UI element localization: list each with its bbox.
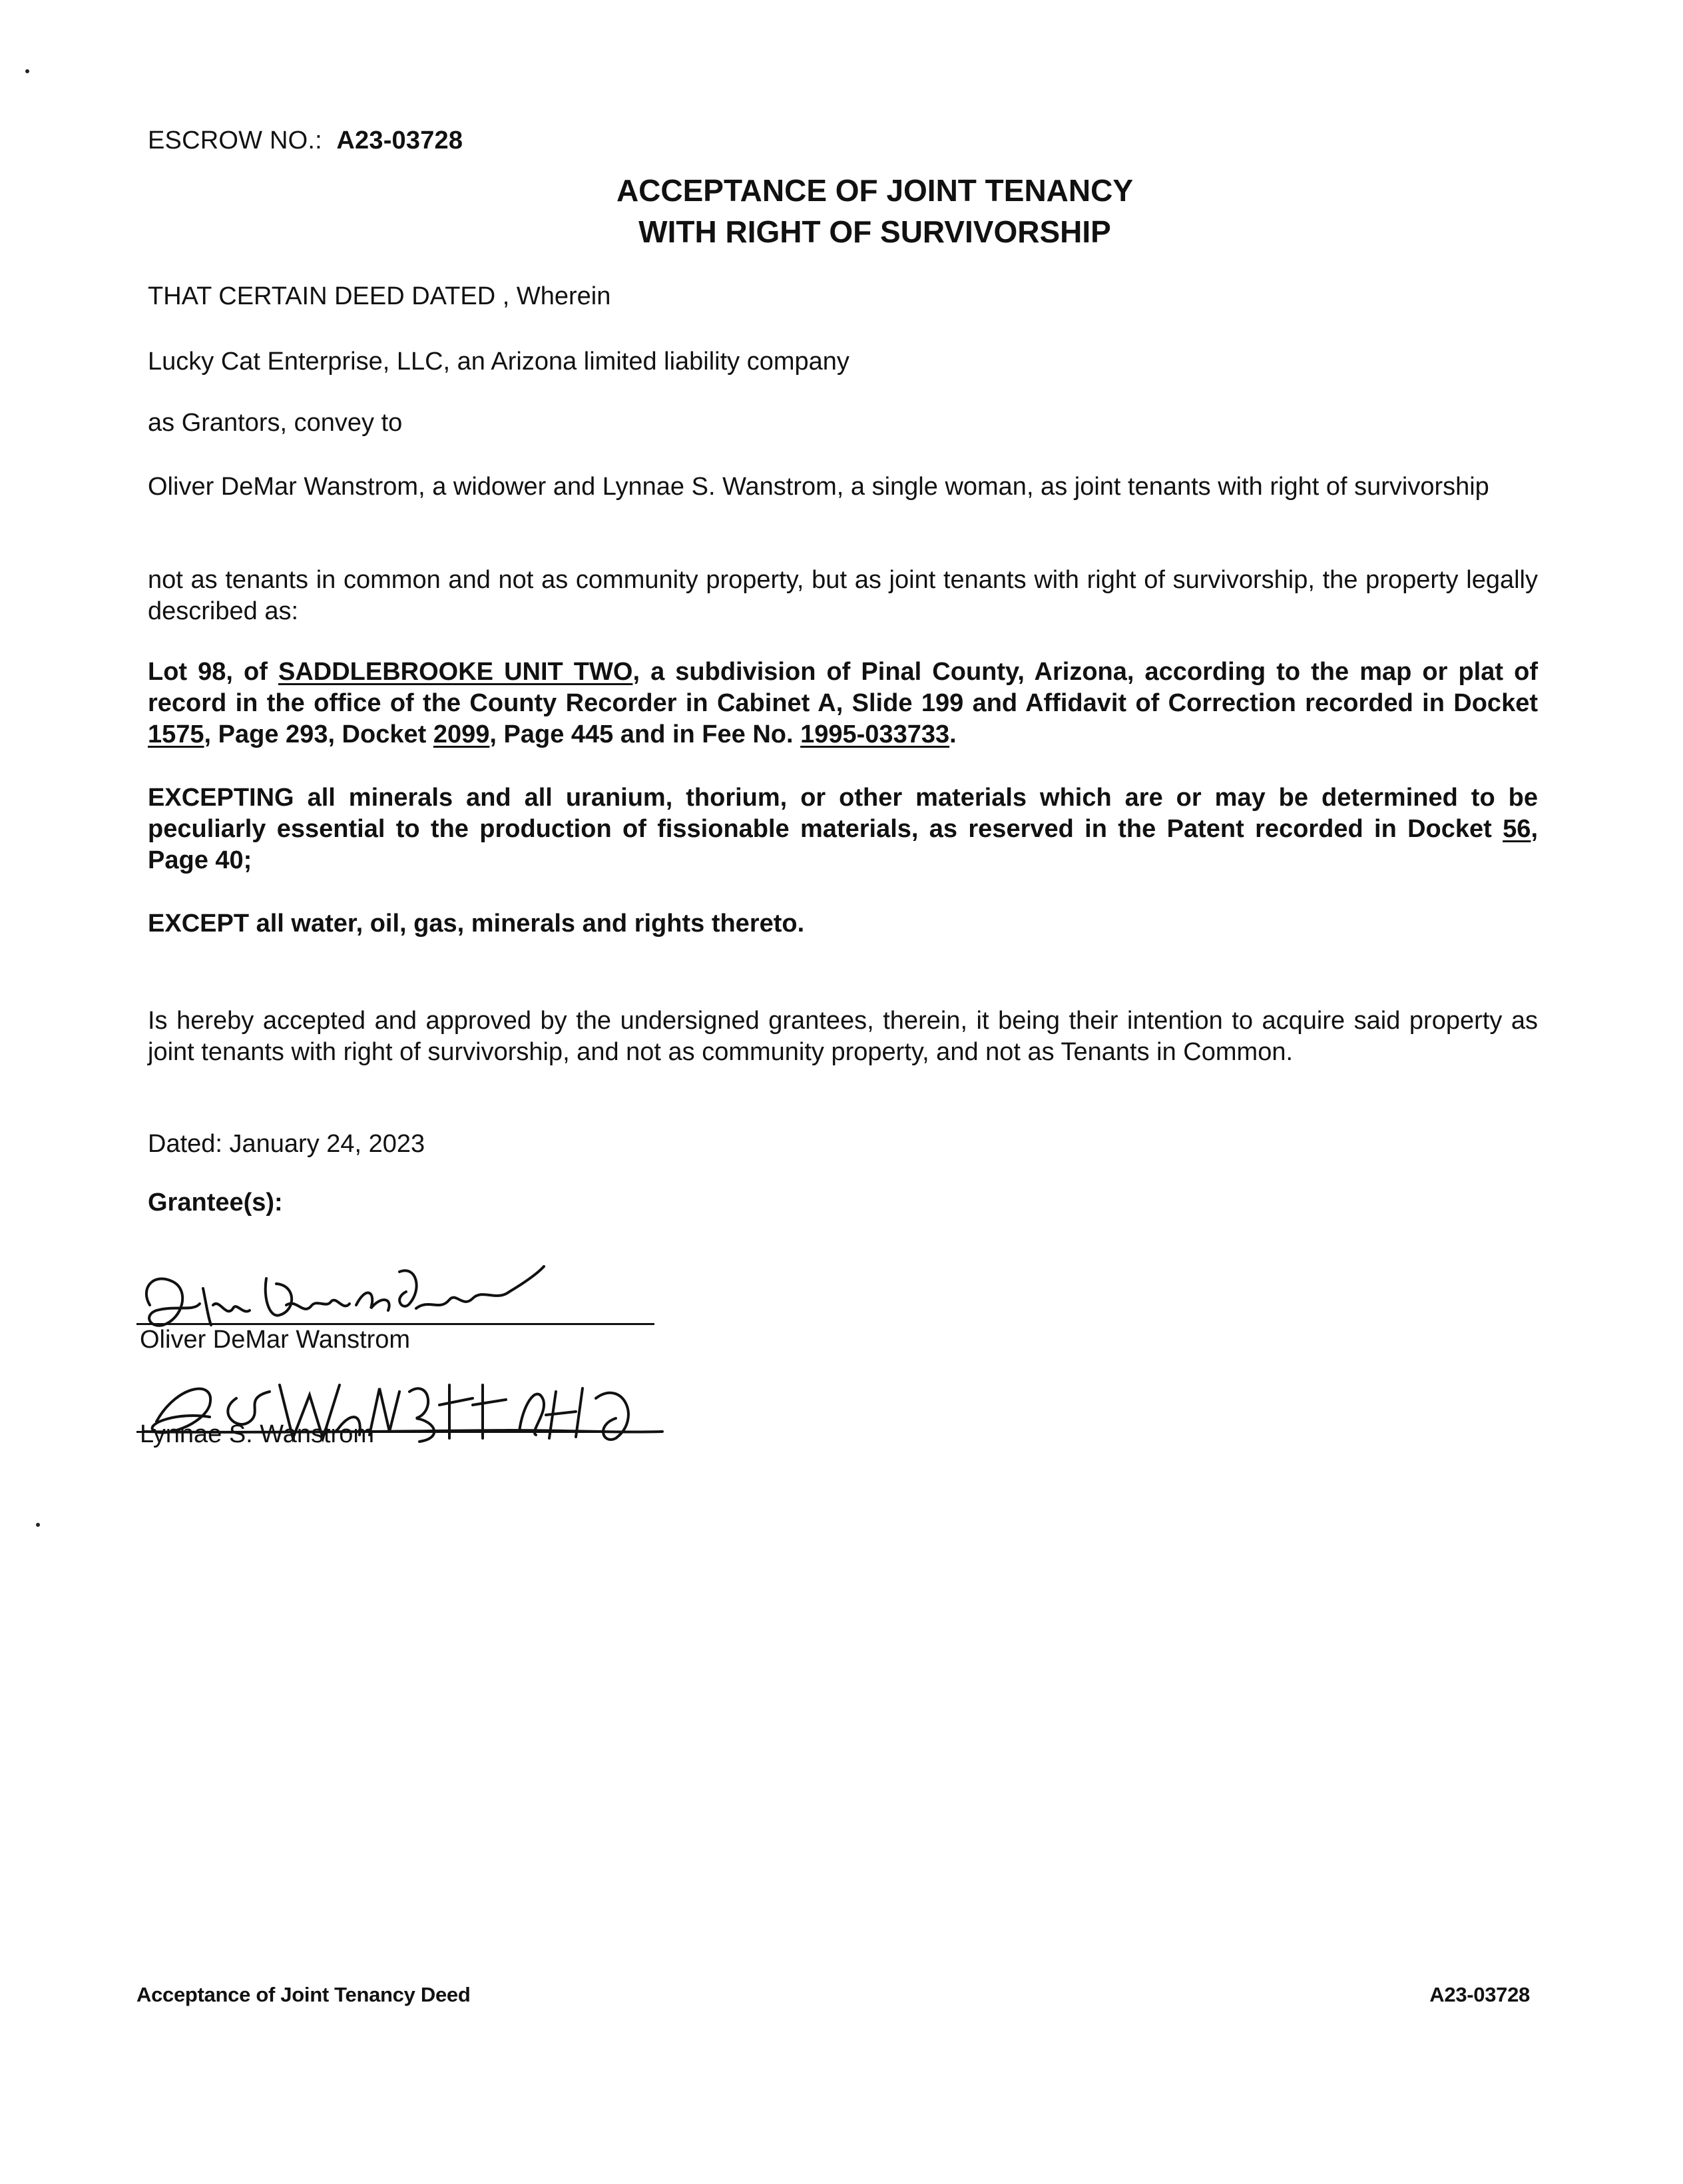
footer-document-name: Acceptance of Joint Tenancy Deed	[136, 1983, 471, 2006]
fee-number: 1995-033733	[800, 720, 950, 748]
docket-number: 56	[1503, 815, 1531, 843]
legal-description	[148, 657, 1538, 750]
escrow-number-line	[148, 127, 463, 155]
excepting-text: , Page 40;	[148, 815, 1538, 874]
escrow-label: ESCROW NO.:	[148, 127, 322, 154]
signer-name-lynnae: Lynnae S. Wanstrom	[140, 1420, 375, 1448]
title-line-2: WITH RIGHT OF SURVIVORSHIP	[638, 214, 1111, 249]
grantor-line: Lucky Cat Enterprise, LLC, an Arizona limited liability company	[148, 348, 849, 376]
dated-line: Dated: January 24, 2023	[148, 1130, 425, 1158]
docket-number: 1575	[148, 720, 204, 748]
excepting-clause	[148, 782, 1538, 876]
grantees-paragraph: Oliver DeMar Wanstrom, a widower and Lynnae S. Wanstrom, a single woman, as joint tenants with right of survivorship	[148, 473, 1489, 501]
legal-text: , Page 445 and in Fee No.	[489, 720, 801, 748]
legal-text: , Page 293, Docket	[204, 720, 433, 748]
signer-name-oliver: Oliver DeMar Wanstrom	[140, 1326, 411, 1354]
escrow-number: A23-03728	[336, 127, 463, 154]
document-title	[0, 170, 1683, 211]
footer-escrow-number: A23-03728	[1429, 1983, 1530, 2006]
legal-text: , a subdivision of Pinal County, Arizona, according to the map or plat of record in the office of the County Recorder in Cabinet A, Slide 199 and Affidavit of Correction recorded in Docket	[148, 658, 1538, 717]
title-line-1: ACCEPTANCE OF JOINT TENANCY	[616, 173, 1134, 208]
except-clause: EXCEPT all water, oil, gas, minerals and rights thereto.	[148, 910, 805, 938]
excepting-text: EXCEPTING all minerals and all uranium, thorium, or other materials which are or may be determined to be peculiarly essential to the production of fissionable materials, as reserved in the Patent recorded in Docket	[148, 784, 1538, 843]
docket-number: 2099	[433, 720, 490, 748]
scan-speck	[25, 69, 29, 73]
signature-oliver	[136, 1225, 549, 1338]
scan-speck	[36, 1523, 40, 1527]
grantors-convey-line: as Grantors, convey to	[148, 409, 403, 437]
legal-text: Lot 98, of	[148, 658, 278, 686]
document-subtitle	[0, 211, 1683, 252]
subdivision-name: SADDLEBROOKE UNIT TWO	[278, 658, 633, 686]
acceptance-paragraph: Is hereby accepted and approved by the undersigned grantees, therein, it being their intention to acquire said property as joint tenants with right of survivorship, and not as community property, and not as Tenants in Common.	[148, 1007, 1538, 1066]
legal-text: .	[949, 720, 957, 748]
tenancy-paragraph: not as tenants in common and not as community property, but as joint tenants with right of survivorship, the property legally described as:	[148, 566, 1538, 625]
grantees-heading: Grantee(s):	[148, 1189, 283, 1217]
signature-lynnae	[136, 1358, 669, 1465]
deed-line: THAT CERTAIN DEED DATED , Wherein	[148, 282, 611, 310]
